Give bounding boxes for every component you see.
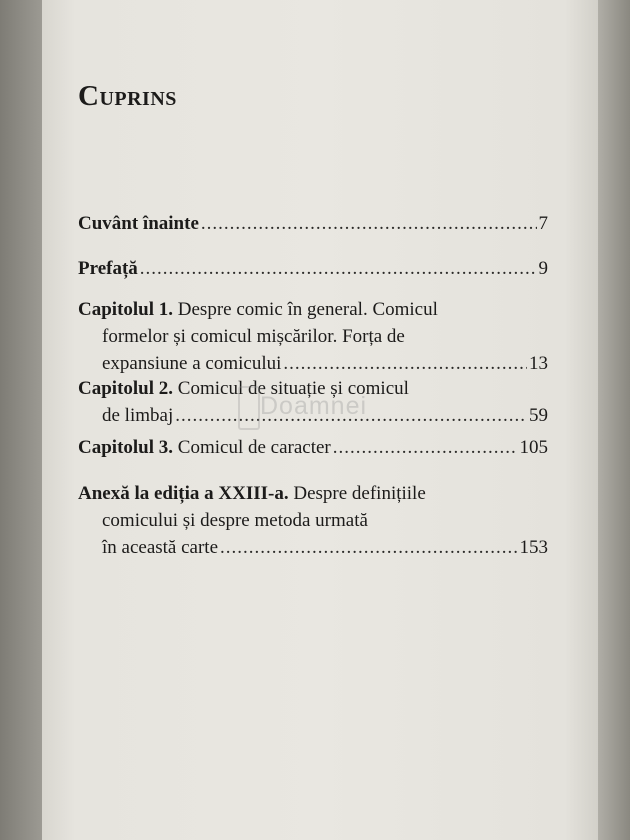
page-edge-right xyxy=(598,0,630,840)
toc-entry-title-last: în această carte xyxy=(102,537,219,558)
toc-entry-title: Comicul de caracter xyxy=(177,437,331,458)
toc-leader-dots xyxy=(220,534,517,561)
toc-page-number: 59 xyxy=(529,405,548,426)
toc-entry-chapter-1[interactable] xyxy=(78,296,548,377)
toc-leader-dots xyxy=(333,434,518,461)
toc-leader-dots xyxy=(201,210,537,237)
toc-annex-label: Anexă la ediția a XXIII-a. xyxy=(78,483,289,504)
toc-chapter-label: Capitolul 3. xyxy=(78,437,174,458)
toc-entry-title-last: de limbaj xyxy=(102,405,174,426)
toc-entry-chapter-3[interactable] xyxy=(78,434,548,461)
toc-page-number: 153 xyxy=(519,537,548,558)
page-gutter-left xyxy=(0,0,42,840)
toc-entry-title: Comicul de situație și comicul xyxy=(177,378,409,399)
page-title: Cuprins xyxy=(78,80,177,112)
toc-entry-title: Cuvânt înainte xyxy=(78,213,199,234)
toc-page-number: 9 xyxy=(538,258,548,279)
toc-leader-dots xyxy=(283,350,527,377)
toc-entry-title: Despre comic în general. Comicul xyxy=(177,299,438,320)
toc-entry-foreword[interactable] xyxy=(78,210,548,237)
toc-entry-preface[interactable] xyxy=(78,255,548,282)
toc-entry-annex[interactable] xyxy=(78,480,548,561)
toc-leader-dots xyxy=(140,255,537,282)
watermark-text: Doamnei xyxy=(260,392,368,420)
toc-chapter-label: Capitolul 1. xyxy=(78,299,174,320)
toc-page-number: 13 xyxy=(529,353,548,374)
book-page xyxy=(42,0,598,840)
toc-entry-title-continued: comicului și despre metoda urmată xyxy=(102,510,368,531)
toc-entry-title-continued: formelor și comicul mișcărilor. Forța de xyxy=(102,326,405,347)
watermark-logo xyxy=(238,386,260,430)
toc-page-number: 7 xyxy=(538,213,548,234)
toc-page-number: 105 xyxy=(519,437,548,458)
toc-entry-title: Prefață xyxy=(78,258,138,279)
toc-chapter-label: Capitolul 2. xyxy=(78,378,174,399)
toc-entry-title: Despre definițiile xyxy=(293,483,426,504)
toc-entry-title-last: expansiune a comicului xyxy=(102,353,282,374)
